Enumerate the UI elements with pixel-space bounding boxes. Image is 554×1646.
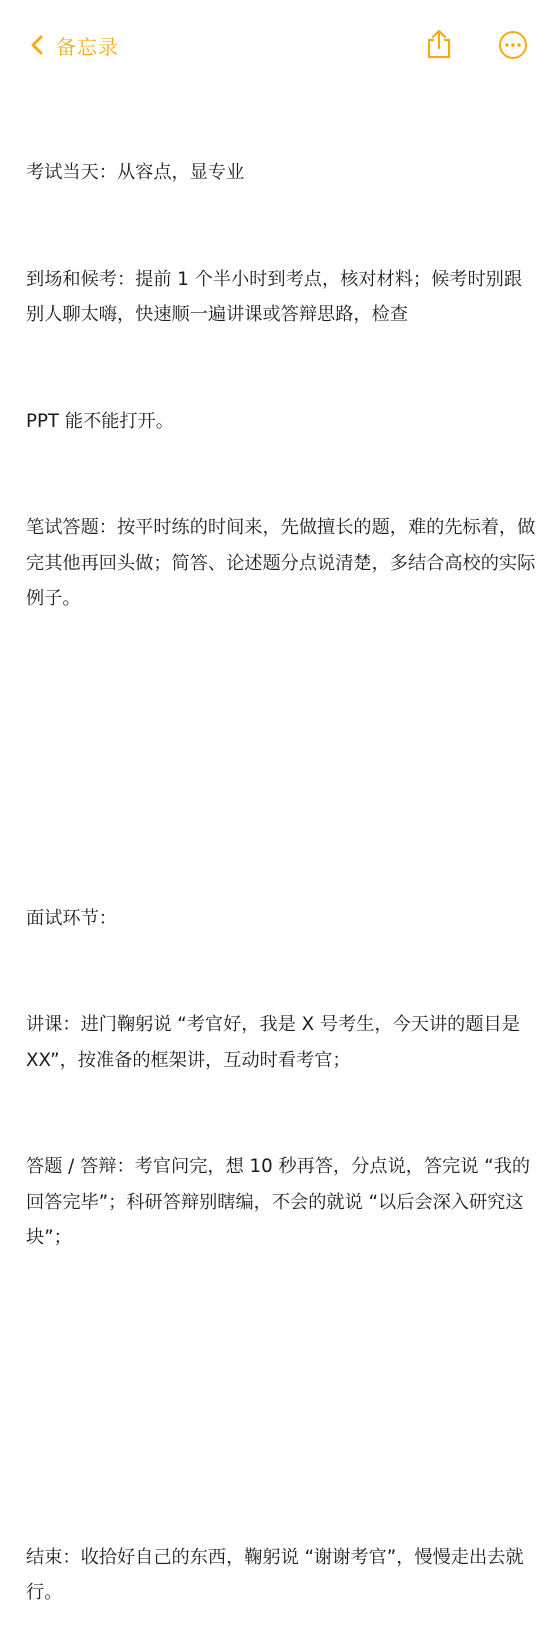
note-line: 讲课：进门鞠躬说 “考官好，我是 X 号考生，今天讲的题目是 XX”，按准备的框架讲，互动时看考官；	[26, 1014, 526, 1071]
share-icon	[425, 45, 453, 64]
blank-line	[26, 688, 536, 724]
note-line: 笔试答题：按平时练的时间来，先做擅长的题，难的先标着，做完其他再回头做；简答、论述题分点说清楚，多结合高校的实际例子。	[26, 517, 536, 609]
ellipsis-circle-icon	[498, 45, 528, 64]
blank-line	[26, 1433, 536, 1469]
note-body[interactable]	[26, 84, 536, 1646]
note-line: 考试当天：从容点，显专业	[26, 162, 245, 183]
blank-line	[26, 794, 536, 830]
blank-line	[26, 1327, 536, 1363]
note-line: 结束：收拾好自己的东西，鞠躬说 “谢谢考官”，慢慢走出去就行。	[26, 1546, 524, 1603]
chevron-left-icon	[30, 34, 44, 56]
more-button[interactable]	[498, 30, 528, 64]
note-line: 答题 / 答辩：考官问完，想 10 秒再答，分点说，答完说 “我的回答完毕”；科研答辩别瞎编，不会的就说 “以后会深入研究这块”；	[26, 1156, 531, 1248]
share-button[interactable]	[425, 28, 453, 64]
note-line: 面试环节：	[26, 907, 117, 929]
back-button[interactable]	[30, 28, 119, 62]
navigation-bar	[0, 0, 554, 90]
back-label: 备忘录	[56, 34, 119, 59]
note-line: 到场和候考：提前 1 个半小时到考点，核对材料；候考时别跟别人聊太嗨，快速顺一遍讲课或答辩思路，检查	[26, 268, 523, 325]
note-line: PPT 能不能打开。	[26, 410, 174, 432]
